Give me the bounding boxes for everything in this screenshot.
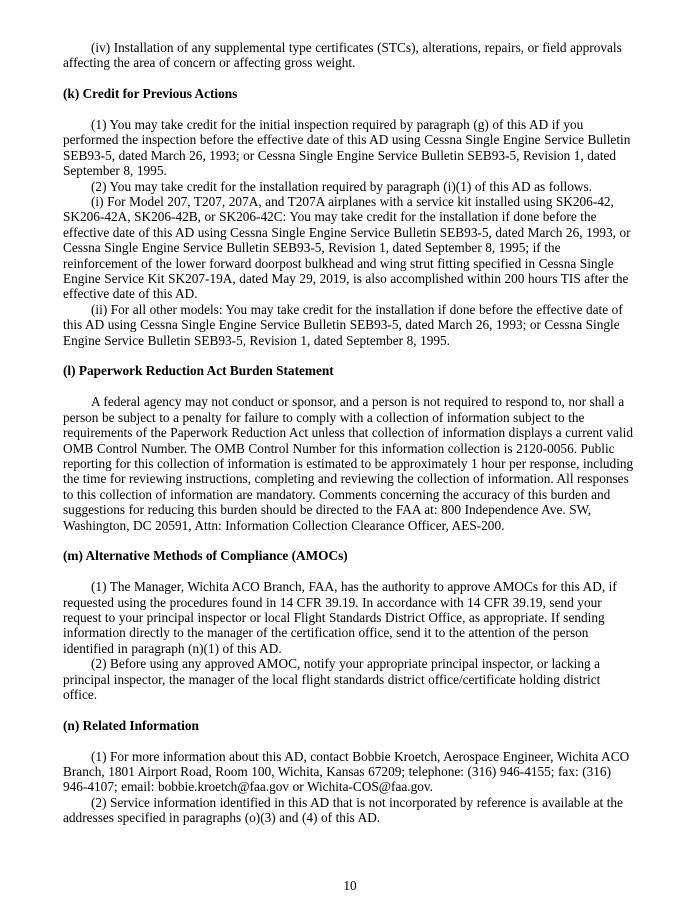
page-number: 10	[343, 877, 357, 893]
paragraph-n2-service-information: (2) Service information identified in this AD that is not incorporated by reference is available at the addresses specified in paragraphs (o)(3) and (4) of this AD.	[63, 794, 623, 826]
paragraph-m2-notify-inspector: (2) Before using any approved AMOC, notify your appropriate principal inspector, or lacking a principal inspector, the manager of the local flight standards district office/certificate holding district office.	[63, 656, 601, 702]
paragraph-k2-ii-other-models: (ii) For all other models: You may take credit for the installation if done before the effective date of this AD using Cessna Single Engine Service Bulletin SEB93-5, dated March 26, 1993; or Cessna Single Engine Service Bulletin SEB93-5, Revision 1, dated September 8, 1995.	[63, 301, 623, 348]
paragraph-k2-installation-credit: (2) You may take credit for the installation required by paragraph (i)(1) of this AD as follows.	[91, 178, 592, 194]
heading-n-related-information: (n) Related Information	[63, 717, 199, 733]
paragraph-k1-inspection-credit: (1) You may take credit for the initial inspection required by paragraph (g) of this AD if you performed the inspection before the effective date of this AD using Cessna Single Engine Service Bulletin SEB93-5, dated March 26, 1993; or Cessna Single Engine Service Bulletin SEB93-5, Revision 1, dated September 8, 1995.	[63, 117, 631, 179]
paragraph-iv-stc-installations: (iv) Installation of any supplemental type certificates (STCs), alterations, repairs, or field approvals affecting the area of concern or affecting gross weight.	[63, 40, 622, 71]
heading-k-credit-previous-actions: (k) Credit for Previous Actions	[63, 86, 238, 102]
paragraph-m1-manager-authority: (1) The Manager, Wichita ACO Branch, FAA, has the authority to approve AMOCs for this AD, if requested using the procedures found in 14 CFR 39.19. In accordance with 14 CFR 39.19, send your request to your principal inspector or local Flight Standards District Office, as appropriate. If sending information directly to the manager of the certification office, send it to the attention of the person identified in paragraph (n)(1) of this AD.	[63, 579, 617, 656]
paragraph-l-burden-statement: A federal agency may not conduct or sponsor, and a person is not required to respond to, nor shall a person be subject to a penalty for failure to comply with a collection of information subject to the requirements of the Paperwork Reduction Act unless that collection of information displays a current valid OMB Control Number. The OMB Control Number for this information collection is 2120-0056. Public reporting for this collection of information is estimated to be approximately 1 hour per response, including the time for reviewing instructions, completing and reviewing the collection of information. All responses to this collection of information are mandatory. Comments concerning the accuracy of this burden and suggestions for reducing this burden should be directed to the FAA at: 800 Independence Ave. SW, Washington, DC 20591, Attn: Information Collection Clearance Officer, AES-200.	[63, 394, 634, 533]
paragraph-k2-i-model-207: (i) For Model 207, T207, 207A, and T207A airplanes with a service kit installed using SK206-42, SK206-42A, SK206-42B, or SK206-42C: You may take credit for the installation if done before the effective date of this AD using Cessna Single Engine Service Bulletin SEB93-5, dated March 26, 1993, or Cessna Single Engine Service Bulletin SEB93-5, Revision 1, dated September 8, 1995; if the reinforcement of the lower forward doorpost bulkhead and wing strut fitting specified in Cessna Single Engine Service Kit SK207-19A, dated May 29, 2019, is also accomplished within 200 hours TIS after the effective date of this AD.	[63, 194, 631, 302]
paragraph-n1-contact-info: (1) For more information about this AD, contact Bobbie Kroetch, Aerospace Engineer, Wichita ACO Branch, 1801 Airport Road, Room 100, Wichita, Kansas 67209; telephone: (316) 946-4155; fax: (316) 946-4107; email: bobbie.kroetch@faa.gov or Wichita-COS@faa.gov.	[63, 748, 630, 795]
heading-l-paperwork-reduction: (l) Paperwork Reduction Act Burden Statement	[63, 363, 334, 379]
heading-m-amocs: (m) Alternative Methods of Compliance (AMOCs)	[63, 548, 348, 564]
